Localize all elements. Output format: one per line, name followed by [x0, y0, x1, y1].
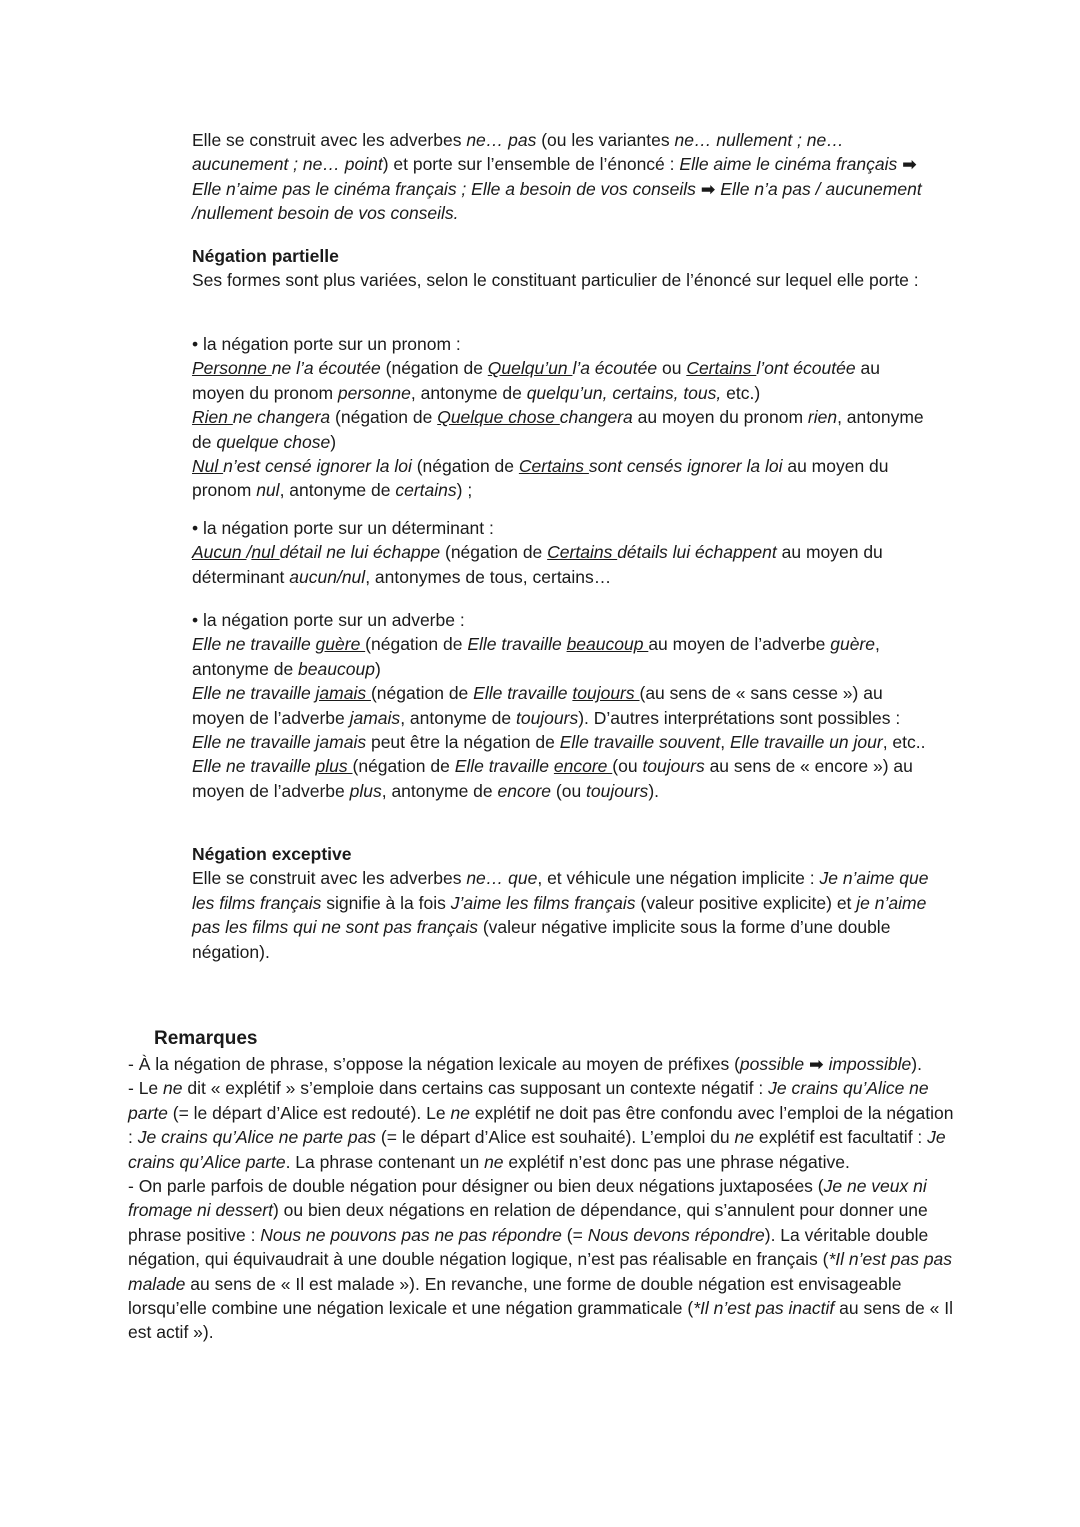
remarques-section — [128, 1026, 958, 1345]
remarque-3: - On parle parfois de double négation pour désigner ou bien deux négations juxtaposées (Je ne veux ni fromage ni dessert) ou bien deux négations en relation de dépendance, qui s’annulent pour donner une phrase positive : Nous ne pouvons pas ne pas répondre (= Nous devons répondre). La véritable double négation, qui équivaudrait à une double négation logique, n’est pas réalisable en français (*Il n’est pas pas malade au sens de « Il est malade »). En revanche, une forme de double négation est envisageable lorsqu’elle combine une négation lexicale et une négation grammaticale (*Il n’est pas inactif au sens de « Il est actif »). — [128, 1176, 953, 1343]
determinant-example: Aucun /nul détail ne lui échappe (négation de Certains détails lui échappent au moyen du déterminant aucun/nul, antonymes de tous, certains… — [192, 542, 883, 587]
remarque-2: - Le ne dit « explétif » s’emploie dans certains cas supposant un contexte négatif : Je crains qu’Alice ne parte (= le départ d’Alice est redouté). Le ne explétif ne doit pas être confondu avec l’emploi de la négation : Je crains qu’Alice ne parte pas (= le départ d’Alice est souhaité). L’emploi du ne explétif est facultatif : Je crains qu’Alice parte. La phrase contenant un ne explétif n’est donc pas une phrase négative. — [128, 1078, 954, 1172]
adverbe-bullet: • la négation porte sur un adverbe : — [192, 610, 465, 630]
adverbe-example-2: Elle ne travaille jamais (négation de Elle travaille toujours (au sens de « sans cesse ») au moyen de l’adverbe jamais, antonyme de toujours). D’autres interprétations sont possibles : Elle ne travaille jamais peut être la négation de Elle travaille souvent, Elle travaille un jour, etc.. — [192, 683, 926, 753]
pronom-section — [192, 332, 932, 503]
partielle-title: Négation partielle — [192, 246, 339, 266]
intro-paragraph: Elle se construit avec les adverbes ne… pas (ou les variantes ne… nullement ; ne… aucunement ; ne… point) et porte sur l’ensemble de l’énoncé : Elle aime le cinéma français ➡ Elle n’aime pas le cinéma français ; Elle a besoin de vos conseils ➡ Elle n’a pas / aucunement /nullement besoin de vos conseils. — [192, 130, 922, 224]
arrow-right-icon: ➡ — [700, 178, 716, 199]
adverbe-example-1: Elle ne travaille guère (négation de Elle travaille beaucoup au moyen de l’adverbe guère, antonyme de beaucoup) — [192, 634, 880, 679]
adverbe-example-3: Elle ne travaille plus (négation de Elle travaille encore (ou toujours au sens de « encore ») au moyen de l’adverbe plus, antonyme de encore (ou toujours). — [192, 756, 913, 801]
exceptive-title: Négation exceptive — [192, 844, 352, 864]
pronom-example-2: Rien ne changera (négation de Quelque chose changera au moyen du pronom rien, antonyme de quelque chose) — [192, 407, 924, 452]
exceptive-description: Elle se construit avec les adverbes ne… que, et véhicule une négation implicite : Je n’aime que les films français signifie à la fois J’aime les films français (valeur positive explicite) et je n’aime pas les films qui ne sont pas français (valeur négative implicite sous la forme d’une double négation). — [192, 868, 929, 962]
arrow-right-icon: ➡ — [902, 154, 917, 175]
remarques-title: Remarques — [154, 1028, 258, 1049]
pronom-example-3: Nul n’est censé ignorer la loi (négation de Certains sont censés ignorer la loi au moyen du pronom nul, antonyme de certains) ; — [192, 456, 889, 501]
arrow-right-icon: ➡ — [809, 1054, 824, 1074]
pronom-example-1: Personne ne l’a écoutée (négation de Quelqu’un l’a écoutée ou Certains l’ont écoutée au moyen du pronom personne, antonyme de quelqu’un, certains, tous, etc.) — [192, 358, 880, 403]
partielle-description: Ses formes sont plus variées, selon le constituant particulier de l’énoncé sur lequel elle porte : — [192, 270, 919, 291]
determinant-bullet: • la négation porte sur un déterminant : — [192, 518, 494, 538]
remarque-1: - À la négation de phrase, s’oppose la négation lexicale au moyen de préfixes (possible ➡ impossible). — [128, 1054, 922, 1074]
adverbe-section — [192, 608, 932, 803]
partielle-section — [192, 244, 932, 293]
pronom-bullet: • la négation porte sur un pronom : — [192, 334, 461, 354]
determinant-section — [192, 516, 932, 589]
exceptive-section — [192, 842, 932, 964]
